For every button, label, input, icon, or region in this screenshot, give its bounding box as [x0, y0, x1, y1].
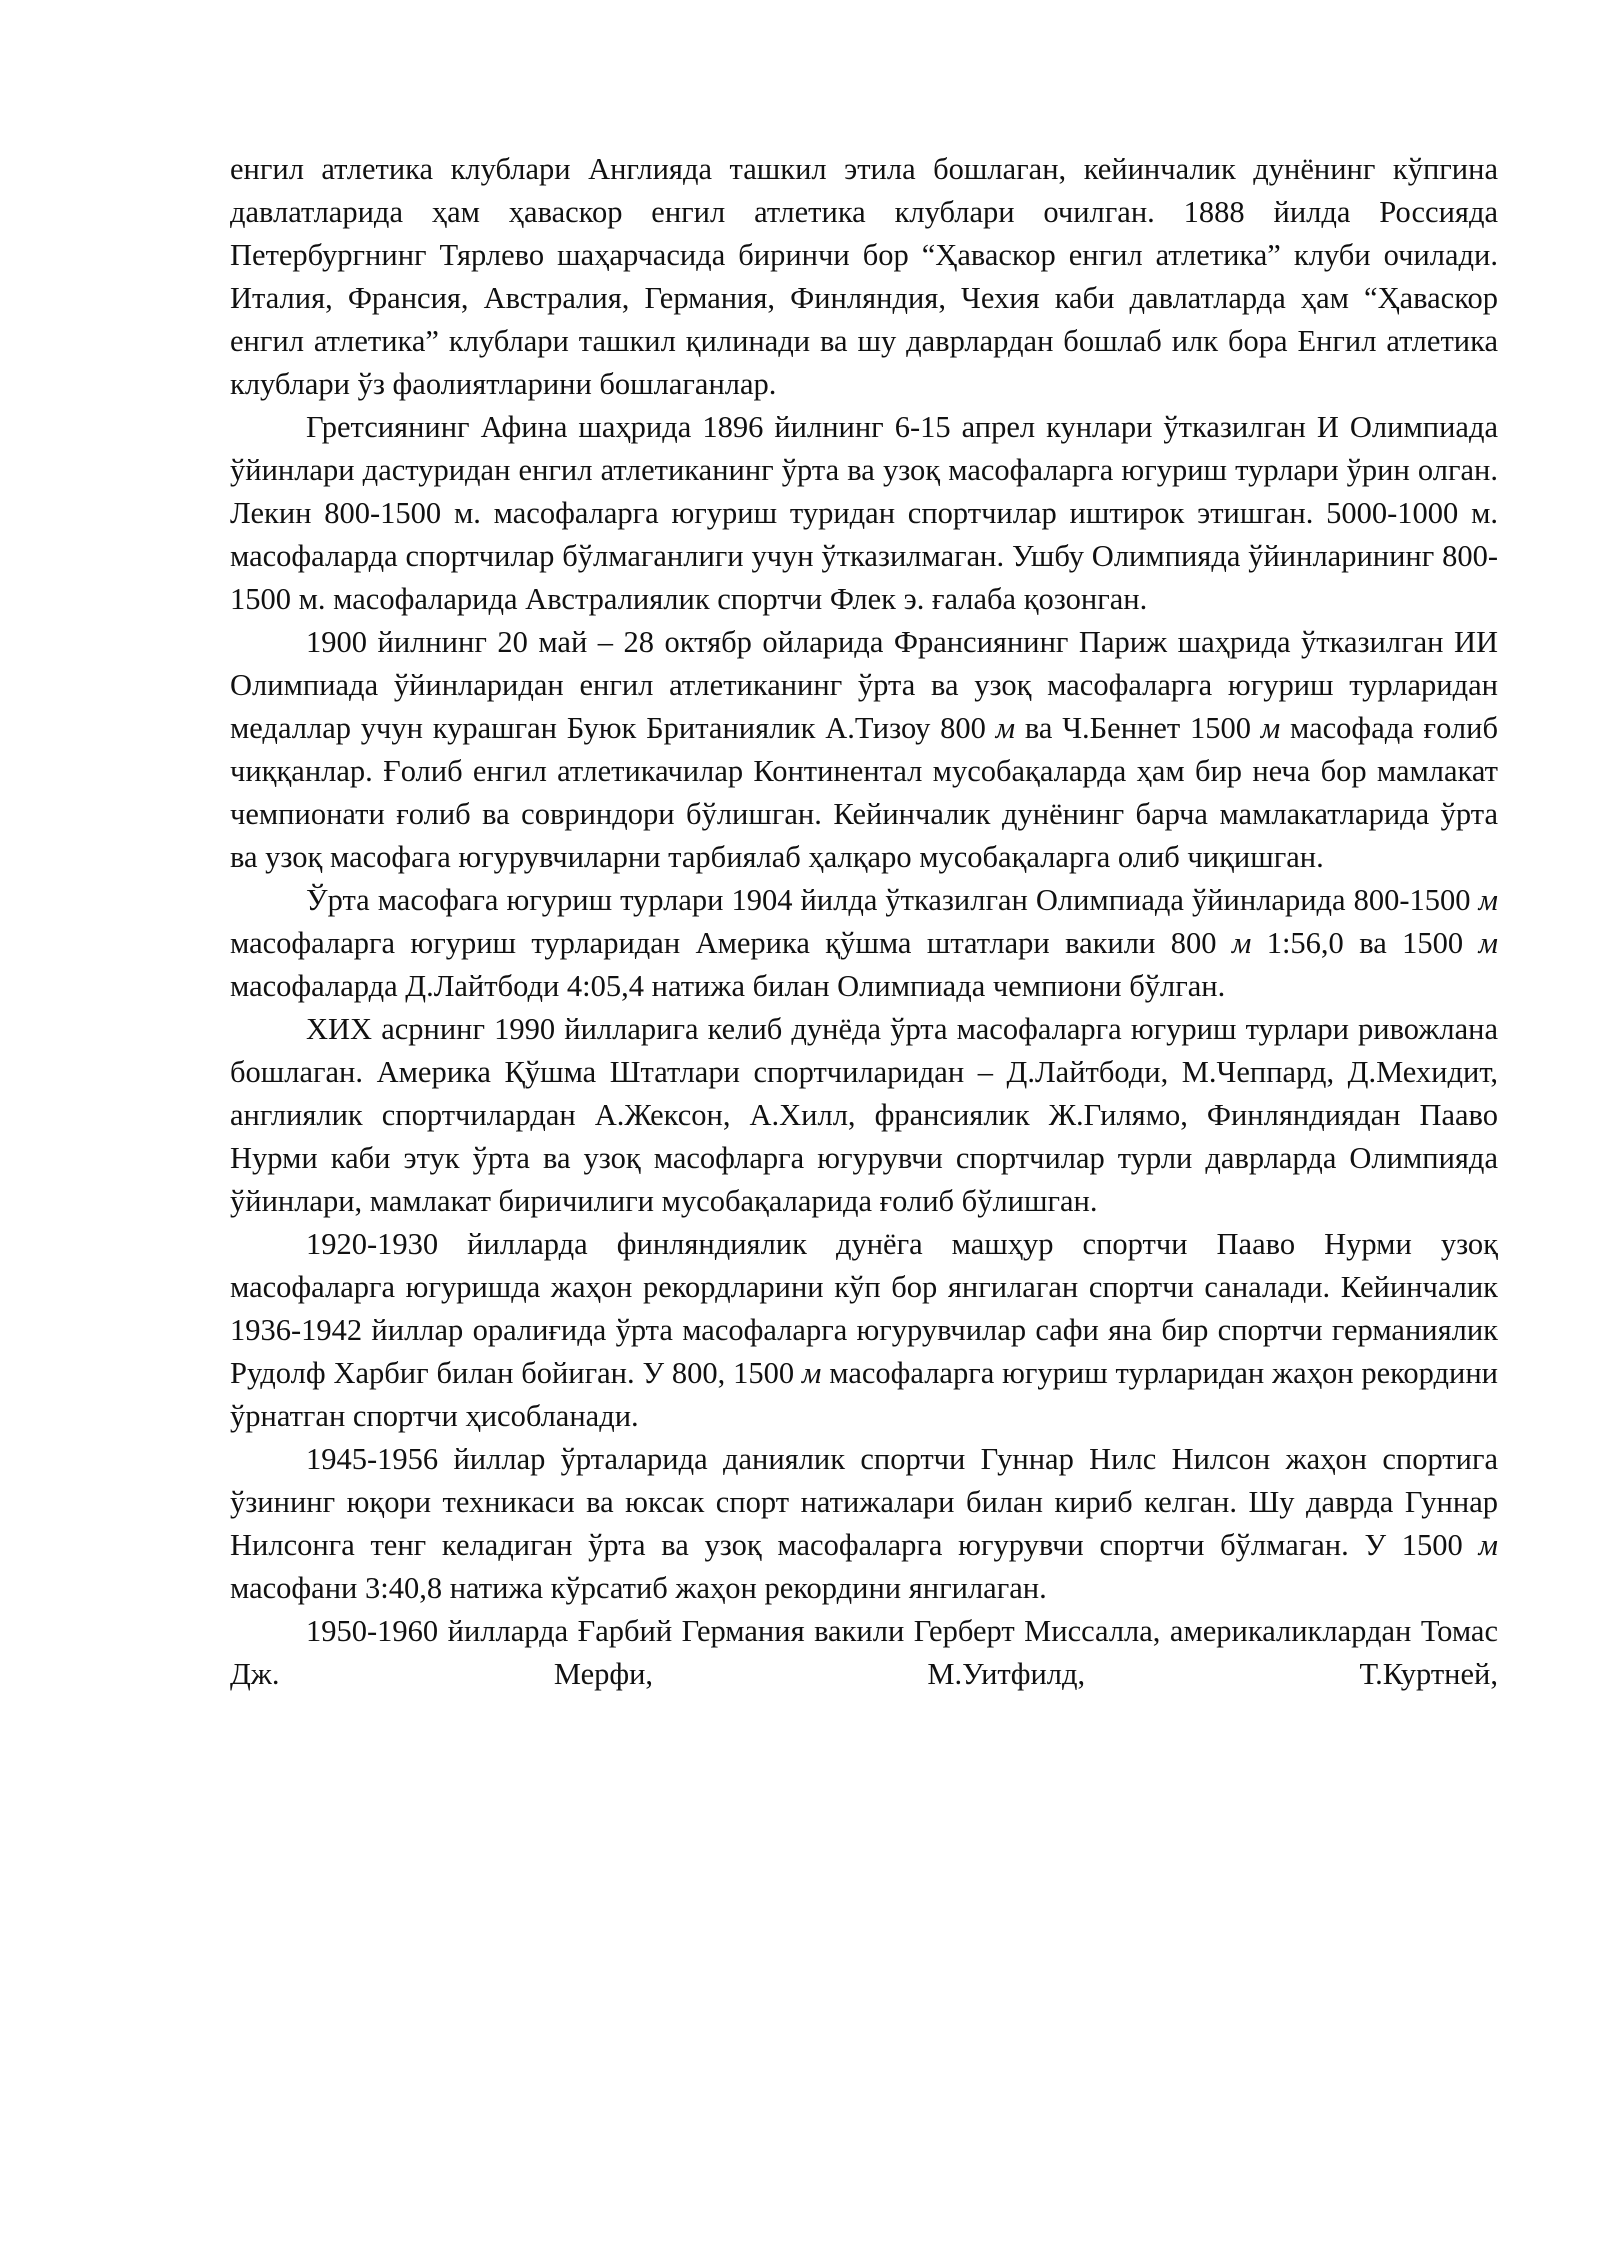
- paragraph-text: 1920-1930 йилларда финляндиялик дунёга машҳур спортчи Пааво Нурми узоқ масофаларга югуришда жаҳон рекордларини кўп бор янгилаган спортчи саналади. Кейинчалик 1936-1942 йиллар оралиғида ўрта масофаларга югурувчилар сафи яна бир спортчи германиялик Рудолф Харбиг билан бойиган. У 800, 1500: [230, 1227, 1498, 1390]
- paragraph-text: 1950-1960 йилларда Ғарбий Германия вакили Герберт Миссалла, америкаликлардан Томас Дж. Мерфи, М.Уитфилд, Т.Куртней,: [230, 1614, 1498, 1691]
- paragraph-text: Гретсиянинг Афина шаҳрида 1896 йилнинг 6-15 апрел кунлари ўтказилган И Олимпиада ўйинлари дастуридан енгил атлетиканинг ўрта ва узоқ масофаларга югуриш турлари ўрин олган. Лекин 800-1500 м. масофаларга югуриш туридан спортчилар иштирок этишган. 5000-1000 м. масофаларда спортчилар бўлмаганлиги учун ўтказилмаган. Ушбу Олимпияда ўйинларининг 800-1500 м. масофаларида Австралиялик спортчи Флек э. ғалаба қозонган.: [230, 410, 1498, 616]
- paragraph-6: [230, 1223, 1498, 1438]
- unit-metre: м: [1478, 926, 1498, 960]
- paragraph-text: 1945-1956 йиллар ўрталарида даниялик спортчи Гуннар Нилс Нилсон жаҳон спортига ўзининг юқори техникаси ва юксак спорт натижалари билан кириб келган. Шу даврда Гуннар Нилсонга тенг келадиган ўрта ва узоқ масофаларга югурувчи спортчи бўлмаган. У 1500: [230, 1442, 1498, 1562]
- unit-metre: м: [801, 1356, 822, 1390]
- unit-metre: м: [1231, 926, 1252, 960]
- paragraph-7: [230, 1438, 1498, 1610]
- paragraph-text: масофаларга югуриш турларидан жаҳон рекордини ўрнатган спортчи ҳисобланади.: [230, 1356, 1498, 1433]
- paragraph-3: [230, 621, 1498, 879]
- paragraph-text: 1900 йилнинг 20 май – 28 октябр ойларида Франсиянинг Париж шаҳрида ўтказилган ИИ Олимпиада ўйинларидан енгил атлетиканинг ўрта ва узоқ масофаларга югуриш турларидан медаллар учун курашган Буюк Британиялик А.Тизоу 800: [230, 625, 1498, 745]
- paragraph-text: масофани 3:40,8 натижа кўрсатиб жаҳон рекордини янгилаган.: [230, 1571, 1047, 1605]
- paragraph-text: енгил атлетика клублари Англияда ташкил этила бошлаган, кейинчалик дунёнинг кўпгина давлатларида ҳам ҳаваскор енгил атлетика клублари очилган. 1888 йилда Россияда Петербургнинг Тярлево шаҳарчасида биринчи бор “Ҳаваскор енгил атлетика” клуби очилади. Италия, Франсия, Австралия, Германия, Финляндия, Чехия каби давлатларда ҳам “Ҳаваскор енгил атлетика” клублари ташкил қилинади ва шу даврлардан бошлаб илк бора Енгил атлетика клублари ўз фаолиятларини бошлаганлар.: [230, 152, 1498, 401]
- paragraph-text: масофаларда Д.Лайтбоди 4:05,4 натижа билан Олимпиада чемпиони бўлган.: [230, 969, 1226, 1003]
- paragraph-text: масофада ғолиб чиққанлар. Ғолиб енгил атлетикачилар Континентал мусобақаларда ҳам бир неча бор мамлакат чемпионати ғолиб ва совриндори бўлишган. Кейинчалик дунёнинг барча мамлакатларида ўрта ва узоқ масофага югурувчиларни тарбиялаб ҳалқаро мусобақаларга олиб чиқишган.: [230, 711, 1498, 874]
- paragraph-text: ХИХ асрнинг 1990 йилларига келиб дунёда ўрта масофаларга югуриш турлари ривожлана бошлаган. Америка Қўшма Штатлари спортчиларидан – Д.Лайтбоди, М.Чеппард, Д.Мехидит, англиялик спортчилардан А.Жексон, А.Хилл, франсиялик Ж.Гилямо, Финляндиядан Пааво Нурми каби этук ўрта ва узоқ масофларга югурувчи спортчилар турли даврларда Олимпияда ўйинлари, мамлакат биричилиги мусобақаларида ғолиб бўлишган.: [230, 1012, 1498, 1218]
- unit-metre: м: [1478, 883, 1498, 917]
- paragraph-text: ва Ч.Беннет 1500: [1015, 711, 1261, 745]
- paragraph-text: 1:56,0 ва 1500: [1251, 926, 1479, 960]
- document-page: [230, 148, 1498, 1696]
- unit-metre: м: [1260, 711, 1281, 745]
- paragraph-text: Ўрта масофага югуриш турлари 1904 йилда ўтказилган Олимпиада ўйинларида 800-1500: [306, 883, 1479, 917]
- paragraph-4: [230, 879, 1498, 1008]
- unit-metre: м: [995, 711, 1016, 745]
- paragraph-text: масофаларга югуриш турларидан Америка қўшма штатлари вакили 800: [230, 926, 1232, 960]
- paragraph-2: [230, 406, 1498, 621]
- paragraph-5: [230, 1008, 1498, 1223]
- paragraph-8: [230, 1610, 1498, 1696]
- paragraph-1: [230, 148, 1498, 406]
- unit-metre: м: [1478, 1528, 1498, 1562]
